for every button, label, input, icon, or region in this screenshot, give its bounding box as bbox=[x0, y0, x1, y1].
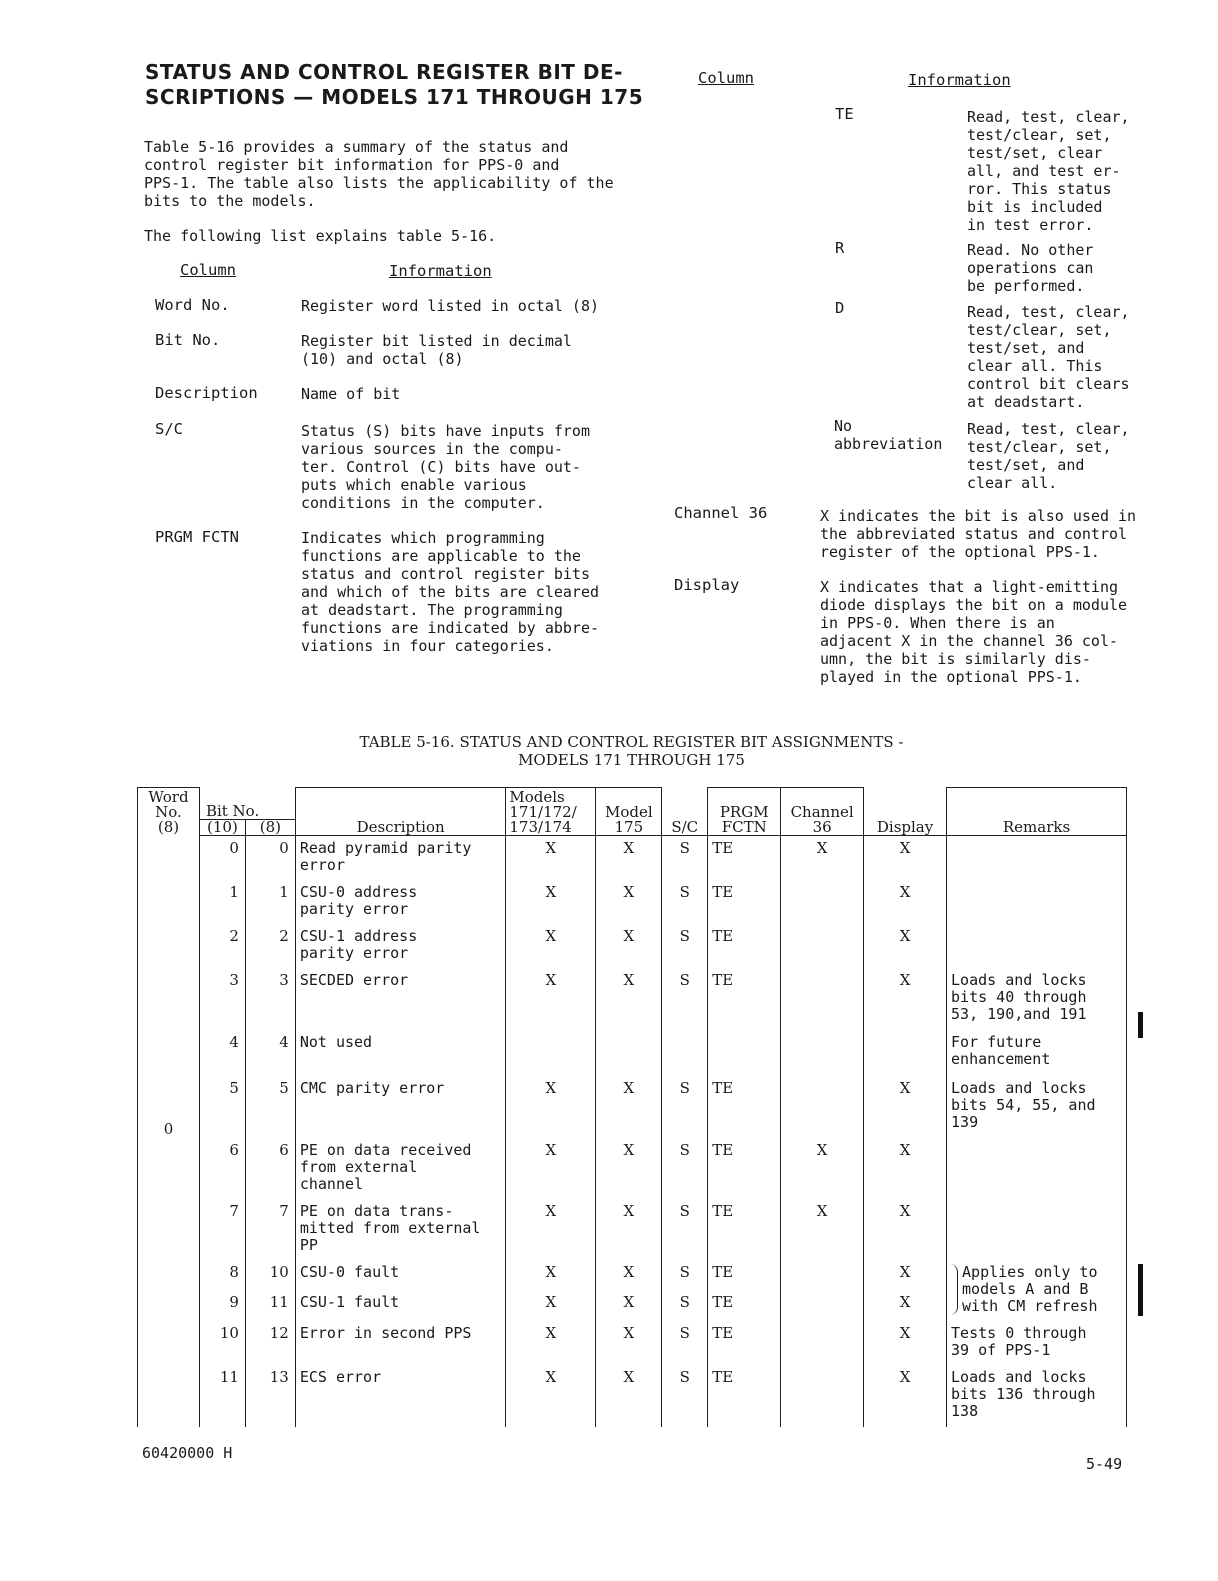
header-display: Display bbox=[864, 788, 947, 836]
header-channel-36 bbox=[781, 788, 864, 836]
bit-octal: 5 bbox=[245, 1076, 295, 1138]
header-line: Word bbox=[148, 788, 189, 806]
channel-36-cell bbox=[781, 1260, 864, 1291]
caption-line-2: MODELS 171 THROUGH 175 bbox=[518, 751, 745, 769]
header-line: 175 bbox=[614, 817, 644, 836]
header-line: FCTN bbox=[721, 817, 767, 836]
def-line: functions are indicated by abbre- bbox=[301, 619, 600, 637]
intro-line: PPS-1. The table also lists the applicability of the bbox=[144, 174, 614, 192]
document-number: 60420000 H bbox=[142, 1444, 233, 1462]
def-line: Status (S) bits have inputs from bbox=[301, 422, 590, 440]
prgm-fctn-cell: TE bbox=[708, 1290, 781, 1321]
heading-line-2: SCRIPTIONS — MODELS 171 THROUGH 175 bbox=[145, 85, 644, 109]
models-171-174-cell: X bbox=[506, 1199, 596, 1260]
abbrev-r: R bbox=[835, 239, 845, 257]
desc-line: channel bbox=[299, 1174, 364, 1193]
right-information-header: Information bbox=[908, 71, 1011, 89]
remark-line: bits 54, 55, and bbox=[951, 1095, 1096, 1114]
header-line: Model bbox=[604, 802, 653, 821]
display-cell: X bbox=[864, 880, 947, 924]
abbrev-r-def bbox=[967, 241, 1093, 295]
channel-36-cell bbox=[781, 880, 864, 924]
remark-line: Loads and locks bbox=[951, 1078, 1087, 1097]
bit-octal: 7 bbox=[245, 1199, 295, 1260]
prgm-fctn-cell: TE bbox=[708, 1321, 781, 1365]
display-cell: X bbox=[864, 1076, 947, 1138]
display-cell: X bbox=[864, 835, 947, 880]
remarks-cell bbox=[947, 1199, 1127, 1260]
def-line: various sources in the compu- bbox=[301, 440, 563, 458]
header-line: 173/174 bbox=[509, 817, 572, 836]
display-cell: X bbox=[864, 1290, 947, 1321]
channel-36-cell bbox=[781, 1290, 864, 1321]
model-175-cell: X bbox=[596, 1199, 662, 1260]
def-line: operations can bbox=[967, 259, 1094, 277]
bit-description bbox=[295, 1365, 506, 1427]
model-175-cell: X bbox=[596, 924, 662, 968]
desc-line: error bbox=[299, 855, 345, 874]
models-171-174-cell bbox=[506, 1030, 596, 1076]
def-line: played in the optional PPS-1. bbox=[820, 668, 1082, 686]
def-line: umn, the bit is similarly dis- bbox=[820, 650, 1091, 668]
remarks-cell bbox=[947, 835, 1127, 880]
remark-line: 139 bbox=[951, 1112, 979, 1131]
page-number: 5-49 bbox=[1086, 1455, 1123, 1473]
abbrev-none bbox=[834, 417, 942, 453]
prgm-fctn-cell: TE bbox=[708, 835, 781, 880]
brace-text bbox=[962, 1264, 1097, 1315]
def-line: control bit clears bbox=[967, 375, 1130, 393]
prgm-fctn-cell: TE bbox=[708, 1199, 781, 1260]
bit-octal: 6 bbox=[245, 1138, 295, 1199]
term-bit-no: Bit No. bbox=[155, 331, 221, 349]
table-row bbox=[138, 1365, 1127, 1427]
desc-line: CSU-0 fault bbox=[299, 1262, 400, 1281]
sc-cell: S bbox=[662, 924, 708, 968]
intro-line: bits to the models. bbox=[144, 192, 316, 210]
table-row bbox=[138, 1030, 1127, 1076]
remarks-cell bbox=[947, 1076, 1127, 1138]
remark-line: Loads and locks bbox=[951, 970, 1087, 989]
sc-cell bbox=[662, 1030, 708, 1076]
def-line: Read. No other bbox=[967, 241, 1094, 259]
bit-decimal: 4 bbox=[199, 1030, 245, 1076]
bit-decimal: 2 bbox=[199, 924, 245, 968]
def-line: test/clear, set, bbox=[967, 321, 1112, 339]
desc-line: CSU-0 address bbox=[299, 882, 418, 901]
models-171-174-cell: X bbox=[506, 1321, 596, 1365]
bit-description bbox=[295, 1321, 506, 1365]
channel-36-cell bbox=[781, 1030, 864, 1076]
desc-line: CSU-1 fault bbox=[299, 1293, 400, 1311]
bit-octal: 2 bbox=[245, 924, 295, 968]
def-line: be performed. bbox=[967, 277, 1085, 295]
bit-decimal: 10 bbox=[199, 1321, 245, 1365]
def-line: at deadstart. The programming bbox=[301, 601, 563, 619]
channel-36-cell: X bbox=[781, 835, 864, 880]
remark-line: For future bbox=[951, 1032, 1042, 1051]
bit-decimal: 0 bbox=[199, 835, 245, 880]
table-row bbox=[138, 880, 1127, 924]
abbrev-d: D bbox=[835, 299, 845, 317]
bit-description bbox=[295, 835, 506, 880]
display-cell: X bbox=[864, 1199, 947, 1260]
revision-bar bbox=[1138, 1012, 1143, 1038]
left-information-header: Information bbox=[389, 262, 492, 280]
models-171-174-cell: X bbox=[506, 880, 596, 924]
desc-line: ECS error bbox=[299, 1367, 382, 1386]
display-cell: X bbox=[864, 1138, 947, 1199]
desc-line: parity error bbox=[299, 943, 409, 962]
prgm-fctn-cell: TE bbox=[708, 1076, 781, 1138]
header-line: 36 bbox=[812, 817, 832, 836]
term-channel-36: Channel 36 bbox=[674, 504, 768, 522]
brace-icon bbox=[949, 1264, 958, 1315]
display-cell: X bbox=[864, 1260, 947, 1291]
sc-cell: S bbox=[662, 968, 708, 1030]
desc-line: CMC parity error bbox=[299, 1078, 445, 1097]
table-row bbox=[138, 1138, 1127, 1199]
prgm-fctn-cell: TE bbox=[708, 924, 781, 968]
table-row bbox=[138, 1260, 1127, 1291]
model-175-cell: X bbox=[596, 1365, 662, 1427]
abbrev-te: TE bbox=[835, 105, 854, 123]
bit-octal: 1 bbox=[245, 880, 295, 924]
models-171-174-cell: X bbox=[506, 1365, 596, 1427]
term-description: Description bbox=[155, 384, 258, 402]
models-171-174-cell: X bbox=[506, 1076, 596, 1138]
bit-decimal: 8 bbox=[199, 1260, 245, 1291]
intro-explain: The following list explains table 5-16. bbox=[144, 227, 497, 245]
remark-line: enhancement bbox=[951, 1049, 1051, 1068]
header-word-no bbox=[138, 788, 200, 836]
remark-line: Tests 0 through bbox=[951, 1323, 1087, 1342]
table-row bbox=[138, 835, 1127, 880]
model-175-cell: X bbox=[596, 880, 662, 924]
models-171-174-cell: X bbox=[506, 924, 596, 968]
models-171-174-cell: X bbox=[506, 968, 596, 1030]
sc-cell: S bbox=[662, 1260, 708, 1291]
remark-line: with CM refresh bbox=[962, 1296, 1098, 1315]
remarks-cell bbox=[947, 1030, 1127, 1076]
def-line: test/set, clear bbox=[967, 144, 1103, 162]
def-line: viations in four categories. bbox=[301, 637, 554, 655]
sc-cell: S bbox=[662, 1199, 708, 1260]
def-line: in test error. bbox=[967, 216, 1094, 234]
def-line: test/set, and bbox=[967, 339, 1085, 357]
model-175-cell: X bbox=[596, 1076, 662, 1138]
models-171-174-cell: X bbox=[506, 1290, 596, 1321]
desc-line: Not used bbox=[299, 1032, 373, 1051]
abbrev-d-def bbox=[967, 303, 1130, 411]
def-line: Register word listed in octal (8) bbox=[301, 297, 600, 315]
header-description: Description bbox=[295, 788, 506, 836]
desc-line: PP bbox=[299, 1235, 318, 1254]
header-line: PRGM bbox=[719, 802, 769, 821]
def-word-no bbox=[301, 297, 599, 315]
def-line: Indicates which programming bbox=[301, 529, 545, 547]
def-line: in PPS-0. When there is an bbox=[820, 614, 1055, 632]
display-cell: X bbox=[864, 968, 947, 1030]
display-cell: X bbox=[864, 924, 947, 968]
term-line: abbreviation bbox=[834, 435, 943, 453]
def-line: diode displays the bit on a module bbox=[820, 596, 1128, 614]
channel-36-cell bbox=[781, 924, 864, 968]
bit-octal: 11 bbox=[245, 1290, 295, 1321]
bit-octal: 12 bbox=[245, 1321, 295, 1365]
model-175-cell: X bbox=[596, 1260, 662, 1291]
remark-line: 53, 190,and 191 bbox=[951, 1004, 1087, 1023]
def-line: and which of the bits are cleared bbox=[301, 583, 600, 601]
header-models-171-174 bbox=[506, 788, 596, 836]
prgm-fctn-cell: TE bbox=[708, 968, 781, 1030]
remark-line: models A and B bbox=[962, 1279, 1089, 1298]
channel-36-cell: X bbox=[781, 1138, 864, 1199]
model-175-cell: X bbox=[596, 968, 662, 1030]
remarks-cell bbox=[947, 968, 1127, 1030]
bit-decimal: 3 bbox=[199, 968, 245, 1030]
header-remarks: Remarks bbox=[947, 788, 1127, 836]
header-line: Channel bbox=[790, 802, 854, 821]
remarks-cell bbox=[947, 1260, 1127, 1321]
remark-line: Applies only to bbox=[962, 1262, 1098, 1281]
bit-decimal: 9 bbox=[199, 1290, 245, 1321]
remark-line: 138 bbox=[951, 1401, 979, 1420]
remarks-cell bbox=[947, 880, 1127, 924]
bit-octal: 4 bbox=[245, 1030, 295, 1076]
term-word-no: Word No. bbox=[155, 296, 230, 314]
prgm-fctn-cell: TE bbox=[708, 1260, 781, 1291]
caption-line-1: TABLE 5-16. STATUS AND CONTROL REGISTER BIT ASSIGNMENTS - bbox=[359, 733, 904, 751]
bit-description bbox=[295, 924, 506, 968]
abbrev-te-def bbox=[967, 108, 1130, 234]
brace-group bbox=[949, 1264, 1122, 1315]
table-row bbox=[138, 1076, 1127, 1138]
table-row bbox=[138, 968, 1127, 1030]
header-model-175 bbox=[596, 788, 662, 836]
display-cell: X bbox=[864, 1365, 947, 1427]
def-line: clear all. bbox=[967, 474, 1058, 492]
table-row bbox=[138, 924, 1127, 968]
bit-octal: 0 bbox=[245, 835, 295, 880]
bit-description bbox=[295, 1076, 506, 1138]
def-line: ror. This status bbox=[967, 180, 1112, 198]
prgm-fctn-cell: TE bbox=[708, 880, 781, 924]
header-prgm-fctn bbox=[708, 788, 781, 836]
desc-line: CSU-1 address bbox=[299, 926, 418, 945]
remarks-cell bbox=[947, 1321, 1127, 1365]
def-line: (10) and octal (8) bbox=[301, 350, 464, 368]
def-line: all, and test er- bbox=[967, 162, 1121, 180]
desc-line: PE on data received bbox=[299, 1140, 472, 1159]
bit-octal: 3 bbox=[245, 968, 295, 1030]
sc-cell: S bbox=[662, 1138, 708, 1199]
def-display bbox=[820, 578, 1127, 686]
term-sc: S/C bbox=[155, 420, 183, 438]
section-heading bbox=[145, 60, 665, 110]
def-line: status and control register bits bbox=[301, 565, 590, 583]
remark-line: bits 40 through bbox=[951, 987, 1087, 1006]
header-line: 171/172/ bbox=[509, 802, 577, 821]
remarks-cell bbox=[947, 924, 1127, 968]
channel-36-cell: X bbox=[781, 1199, 864, 1260]
def-line: X indicates the bit is also used in bbox=[820, 507, 1137, 525]
bit-decimal: 5 bbox=[199, 1076, 245, 1138]
right-column-header: Column bbox=[698, 69, 754, 87]
left-column-header: Column bbox=[180, 261, 236, 279]
sc-cell: S bbox=[662, 835, 708, 880]
def-line: Register bit listed in decimal bbox=[301, 332, 572, 350]
heading-line-1: STATUS AND CONTROL REGISTER BIT DE- bbox=[145, 60, 623, 84]
bit-description bbox=[295, 968, 506, 1030]
bit-description bbox=[295, 1199, 506, 1260]
bit-description bbox=[295, 1138, 506, 1199]
term-display: Display bbox=[674, 576, 740, 594]
revision-bar bbox=[1138, 1264, 1143, 1316]
table-row bbox=[138, 1321, 1127, 1365]
def-line: ter. Control (C) bits have out- bbox=[301, 458, 581, 476]
bit-description bbox=[295, 1290, 506, 1321]
bit-decimal: 1 bbox=[199, 880, 245, 924]
intro-paragraph bbox=[144, 138, 614, 210]
bit-description bbox=[295, 1030, 506, 1076]
desc-line: mitted from external bbox=[299, 1218, 481, 1237]
header-bit-octal: (8) bbox=[245, 819, 295, 835]
term-line: No bbox=[834, 417, 853, 435]
def-line: bit is included bbox=[967, 198, 1103, 216]
channel-36-cell bbox=[781, 968, 864, 1030]
header-bit-no: Bit No. bbox=[199, 788, 295, 820]
table-header-row bbox=[138, 788, 1127, 820]
def-prgm-fctn bbox=[301, 529, 599, 655]
desc-line: Read pyramid parity bbox=[299, 838, 472, 857]
def-line: puts which enable various bbox=[301, 476, 527, 494]
def-line: the abbreviated status and control bbox=[820, 525, 1128, 543]
sc-cell: S bbox=[662, 1076, 708, 1138]
models-171-174-cell: X bbox=[506, 1260, 596, 1291]
intro-line: control register bit information for PPS-0 and bbox=[144, 156, 560, 174]
bit-description bbox=[295, 880, 506, 924]
sc-cell: S bbox=[662, 1365, 708, 1427]
models-171-174-cell: X bbox=[506, 835, 596, 880]
remark-line: Loads and locks bbox=[951, 1367, 1087, 1386]
def-line: test/set, and bbox=[967, 456, 1085, 474]
term-prgm-fctn: PRGM FCTN bbox=[155, 528, 239, 546]
def-line: X indicates that a light-emitting bbox=[820, 578, 1119, 596]
remarks-cell bbox=[947, 1138, 1127, 1199]
header-sc: S/C bbox=[662, 788, 708, 836]
table-row bbox=[138, 1199, 1127, 1260]
def-line: at deadstart. bbox=[967, 393, 1085, 411]
desc-line: PE on data trans- bbox=[299, 1201, 454, 1220]
def-line: register of the optional PPS-1. bbox=[820, 543, 1100, 561]
def-line: adjacent X in the channel 36 col- bbox=[820, 632, 1119, 650]
intro-line: Table 5-16 provides a summary of the status and bbox=[144, 138, 569, 156]
model-175-cell: X bbox=[596, 835, 662, 880]
desc-line: SECDED error bbox=[299, 970, 409, 989]
model-175-cell bbox=[596, 1030, 662, 1076]
def-line: clear all. This bbox=[967, 357, 1103, 375]
desc-line: Error in second PPS bbox=[299, 1323, 472, 1342]
def-line: functions are applicable to the bbox=[301, 547, 581, 565]
bit-octal: 13 bbox=[245, 1365, 295, 1427]
sc-cell: S bbox=[662, 1321, 708, 1365]
prgm-fctn-cell: TE bbox=[708, 1365, 781, 1427]
sc-cell: S bbox=[662, 880, 708, 924]
channel-36-cell bbox=[781, 1365, 864, 1427]
display-cell bbox=[864, 1030, 947, 1076]
prgm-fctn-cell: TE bbox=[708, 1138, 781, 1199]
def-description bbox=[301, 385, 400, 403]
channel-36-cell bbox=[781, 1321, 864, 1365]
bit-decimal: 6 bbox=[199, 1138, 245, 1199]
register-bit-table bbox=[137, 787, 1127, 1427]
def-line: Name of bit bbox=[301, 385, 401, 403]
bit-decimal: 11 bbox=[199, 1365, 245, 1427]
display-cell: X bbox=[864, 1321, 947, 1365]
header-bit-decimal: (10) bbox=[199, 819, 245, 835]
remark-line: bits 136 through bbox=[951, 1384, 1096, 1403]
desc-line: parity error bbox=[299, 899, 409, 918]
bit-description bbox=[295, 1260, 506, 1291]
header-line: (8) bbox=[157, 818, 180, 836]
def-line: Read, test, clear, bbox=[967, 420, 1130, 438]
model-175-cell: X bbox=[596, 1138, 662, 1199]
def-line: Read, test, clear, bbox=[967, 303, 1130, 321]
table-caption bbox=[140, 733, 1123, 769]
def-line: test/clear, set, bbox=[967, 438, 1112, 456]
header-line: Models bbox=[509, 787, 565, 806]
def-line: conditions in the computer. bbox=[301, 494, 545, 512]
bit-octal: 10 bbox=[245, 1260, 295, 1291]
def-line: Read, test, clear, bbox=[967, 108, 1130, 126]
def-channel-36 bbox=[820, 507, 1136, 561]
desc-line: from external bbox=[299, 1157, 418, 1176]
def-sc bbox=[301, 422, 590, 512]
channel-36-cell bbox=[781, 1076, 864, 1138]
def-bit-no bbox=[301, 332, 572, 368]
word-no-cell: 0 bbox=[138, 835, 200, 1427]
prgm-fctn-cell bbox=[708, 1030, 781, 1076]
abbrev-none-def bbox=[967, 420, 1130, 492]
model-175-cell: X bbox=[596, 1290, 662, 1321]
header-line: No. bbox=[155, 803, 182, 821]
bit-decimal: 7 bbox=[199, 1199, 245, 1260]
models-171-174-cell: X bbox=[506, 1138, 596, 1199]
def-line: test/clear, set, bbox=[967, 126, 1112, 144]
remarks-cell bbox=[947, 1365, 1127, 1427]
remark-line: 39 of PPS-1 bbox=[951, 1340, 1051, 1359]
sc-cell: S bbox=[662, 1290, 708, 1321]
model-175-cell: X bbox=[596, 1321, 662, 1365]
